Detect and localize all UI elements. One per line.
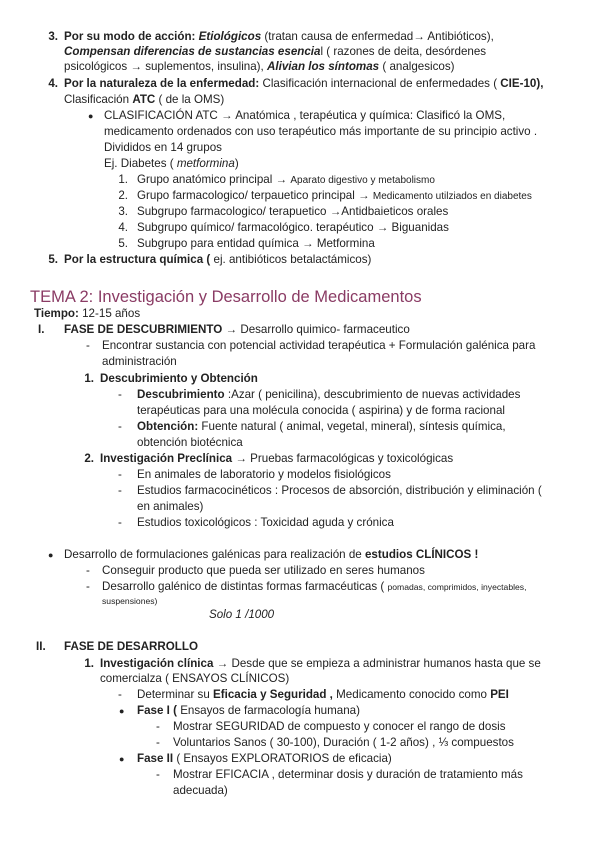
- formulaciones-dash-1: Conseguir producto que pueda ser utilizado en seres humanos: [102, 564, 425, 577]
- formulaciones-line: Desarrollo de formulaciones galénicas para realización de estudios CLÍNICOS !: [64, 548, 479, 561]
- dash-icon: -: [86, 564, 90, 577]
- dash-icon: -: [118, 420, 122, 433]
- dash-icon: -: [156, 720, 160, 733]
- roman-numeral: II.: [36, 640, 46, 653]
- list-item: Grupo farmacologico/ terpauetico principal → Medicamento utilziados en diabetes: [137, 189, 532, 202]
- list-item: Subgrupo para entidad química → Metformina: [137, 237, 375, 250]
- bullet-icon: ●: [119, 754, 125, 764]
- alivian-term: Alivian los síntomas: [267, 60, 380, 73]
- dash-icon: -: [86, 339, 90, 352]
- item-3-line-3: psicológicos → suplementos, insulina), Alivian los síntomas ( analgesicos): [64, 60, 455, 73]
- dash-icon: -: [86, 580, 90, 593]
- item-number: 4.: [48, 77, 58, 90]
- descubrimiento-line-2: terapéuticas para una molécula conocida ( aspirina) y de forma racional: [137, 404, 505, 417]
- item-5-line-1: Por la estructura química ( ej. antibióticos betalactámicos): [64, 253, 372, 266]
- bullet-icon: ●: [119, 706, 125, 716]
- phase-1-dash-1b: administración: [102, 355, 177, 368]
- clinica-line-2: comercialza ( ENSAYOS CLÍNICOS): [100, 672, 290, 685]
- preclinica-line-1: En animales de laboratorio y modelos fisiológicos: [137, 468, 391, 481]
- fase-2-dash-1b: adecuada): [173, 784, 228, 797]
- dash-icon: -: [118, 516, 122, 529]
- fase-2-heading: Fase II ( Ensayos EXPLORATORIOS de eficacia): [137, 752, 392, 765]
- fase-1-dash-1: Mostrar SEGURIDAD de compuesto y conocer el rango de dosis: [173, 720, 506, 733]
- page-title: TEMA 2: Investigación y Desarrollo de Medicamentos: [30, 288, 422, 306]
- item-3-line-2: Compensan diferencias de sustancias esencial ( razones de deita, desórdenes: [64, 45, 487, 58]
- item-number: 3.: [48, 30, 58, 43]
- list-item: Grupo anatómico principal → Aparato digestivo y metabolismo: [137, 173, 435, 186]
- etiologicos-term: Etiológicos: [198, 30, 262, 43]
- subsection-title: Investigación clínica → Desde que se empieza a administrar humanos hasta que se: [100, 657, 541, 670]
- phase-1-heading: FASE DE DESCUBRIMIENTO → Desarrollo quimico- farmaceutico: [64, 323, 410, 336]
- fase-1-dash-2: Voluntarios Sanos ( 30-100), Duración ( 1-2 años) , ⅓ compuestos: [173, 736, 514, 749]
- formulaciones-dash-2a: Desarrollo galénico de distintas formas farmacéuticas ( pomadas, comprimidos, inyectables,: [102, 580, 527, 593]
- dash-icon: -: [118, 484, 122, 497]
- fase-2-dash-1a: Mostrar EFICACIA , determinar dosis y duración de tratamiento más: [173, 768, 523, 781]
- bullet-icon: ●: [48, 550, 54, 560]
- formulaciones-dash-2b: suspensiones): [102, 596, 158, 606]
- item-4-line-1: Por la naturaleza de la enfermedad: Clasificación internacional de enfermedades ( CIE-10),: [64, 77, 544, 90]
- item-3-line-1: Por su modo de acción: Etiológicos (tratan causa de enfermedad→ Antibióticos),: [64, 30, 494, 43]
- tiempo: Tiempo: 12-15 años: [34, 307, 141, 320]
- atc-line-3: Divididos en 14 grupos: [104, 141, 222, 154]
- solo-note: Solo 1 /1000: [209, 608, 275, 621]
- item-number: 5.: [48, 253, 58, 266]
- phase-1-dash-1a: Encontrar sustancia con potencial actividad terapéutica + Formulación galénica para: [102, 339, 536, 352]
- obtencion-line-1: Obtención: Fuente natural ( animal, vegetal, mineral), síntesis química,: [137, 420, 506, 433]
- phase-2-heading: FASE DE DESARROLLO: [64, 640, 198, 653]
- item-label: Por su modo de acción:: [64, 30, 196, 43]
- list-item: Subgrupo farmacologico/ terapuetico →Antidbaieticos orales: [137, 205, 449, 218]
- item-4-line-2: Clasificación ATC ( de la OMS): [64, 93, 225, 106]
- list-item: Subgrupo químico/ farmacológico. terapéutico → Biguanidas: [137, 221, 449, 234]
- obtencion-line-2: obtención biotécnica: [137, 436, 243, 449]
- clinica-dash-1: Determinar su Eficacia y Seguridad , Medicamento conocido como PEI: [137, 688, 509, 701]
- fase-1-heading: Fase I ( Ensayos de farmacología humana): [137, 704, 360, 717]
- atc-line-2: medicamento ordenados con uso terapéutico más importante de su principio activo .: [104, 125, 538, 138]
- preclinica-line-2a: Estudios farmacocinéticos : Procesos de absorción, distribución y eliminación (: [137, 484, 542, 497]
- preclinica-line-3: Estudios toxicológicos : Toxicidad aguda y crónica: [137, 516, 394, 529]
- compensan-term: Compensan diferencias de sustancias esencia: [64, 45, 321, 58]
- dash-icon: -: [156, 768, 160, 781]
- atc-line-1: CLASIFICACIÓN ATC → Anatómica , terapéutica y química: Clasificó la OMS,: [104, 109, 506, 122]
- subsection-title: Investigación Preclínica → Pruebas farmacológicas y toxicológicas: [100, 452, 454, 465]
- atc-example: Ej. Diabetes ( metformina): [104, 157, 239, 170]
- subsection-title: Descubrimiento y Obtención: [100, 372, 258, 385]
- bullet-icon: ●: [88, 111, 94, 121]
- item-label: Por la naturaleza de la enfermedad:: [64, 77, 260, 90]
- dash-icon: -: [156, 736, 160, 749]
- descubrimiento-line-1: Descubrimiento :Azar ( penicilina), descubrimiento de nuevas actividades: [137, 388, 521, 401]
- preclinica-line-2b: en animales): [137, 500, 204, 513]
- roman-numeral: I.: [38, 323, 45, 336]
- dash-icon: -: [118, 468, 122, 481]
- item-label: Por la estructura química: [64, 253, 204, 266]
- dash-icon: -: [118, 688, 122, 701]
- dash-icon: -: [118, 388, 122, 401]
